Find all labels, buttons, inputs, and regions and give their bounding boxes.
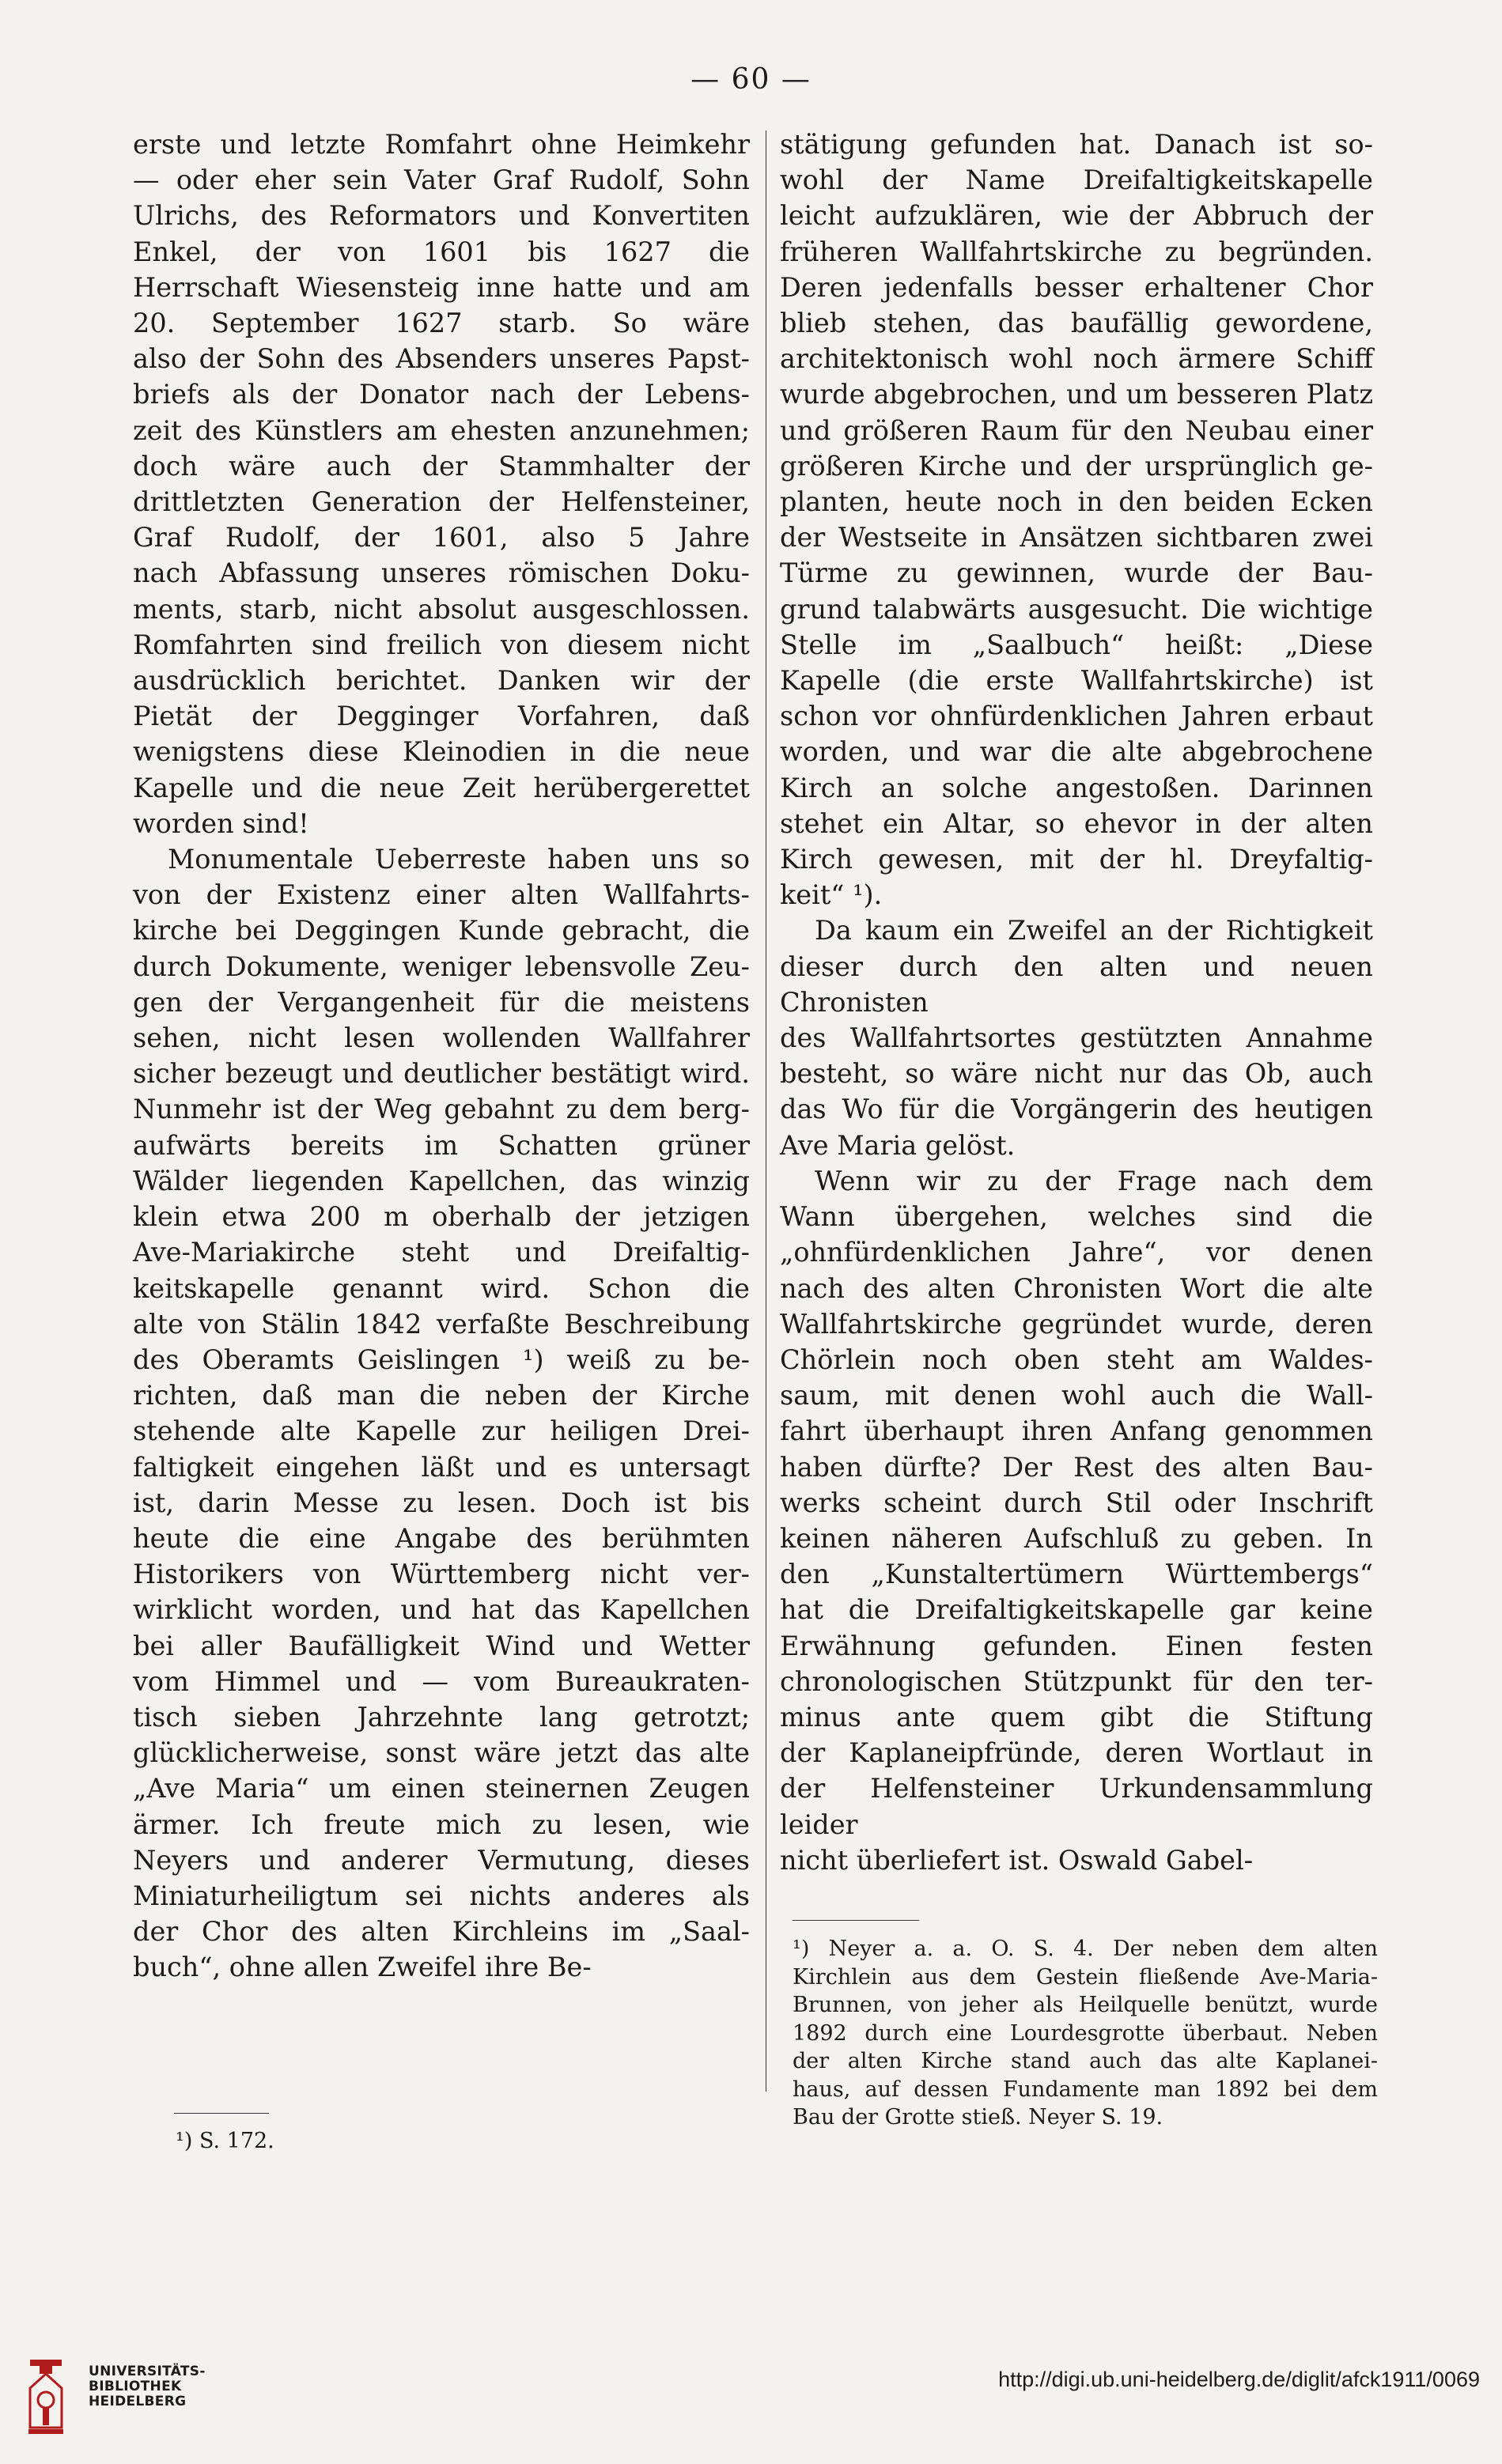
footnote-rule-left	[174, 2113, 269, 2114]
text-line: klein etwa 200 m oberhalb der jetzigen	[133, 1201, 750, 1233]
text-line: durch Dokumente, weniger lebensvolle Zeu-	[133, 950, 750, 982]
text-line: keit“ ¹).	[780, 879, 883, 911]
text-line: hat die Dreifaltigkeitskapelle gar keine	[780, 1594, 1373, 1626]
text-line: Miniaturheiligtum sei nichts anderes als	[133, 1880, 750, 1911]
text-line: Wallfahrtskirche gegründet wurde, deren	[780, 1308, 1373, 1340]
text-line: von der Existenz einer alten Wallfahrts-	[133, 879, 750, 911]
footnote-rule-right	[793, 1920, 919, 1921]
text-line: Wälder liegenden Kapellchen, das winzig	[133, 1165, 750, 1196]
text-line: gen der Vergangenheit für die meistens	[133, 986, 750, 1018]
text-line: drittletzten Generation der Helfensteiner,	[133, 486, 750, 518]
text-line: richten, daß man die neben der Kirche	[133, 1380, 750, 1412]
text-line: wurde abgebrochen, und um besseren Platz	[780, 379, 1373, 410]
text-line: wenigstens diese Kleinodien in die neue	[133, 736, 750, 768]
library-name-line: BIBLIOTHEK	[89, 2379, 182, 2394]
text-line: Ave Maria gelöst.	[780, 1129, 1016, 1161]
text-line: worden, und war die alte abgebrochene	[780, 736, 1373, 768]
text-line: erste und letzte Romfahrt ohne Heimkehr	[133, 129, 750, 160]
text-line: Graf Rudolf, der 1601, also 5 Jahre	[133, 522, 750, 554]
text-line: blieb stehen, das baufällig gewordene,	[780, 308, 1373, 339]
text-line: wirklicht worden, und hat das Kapellchen	[133, 1594, 750, 1626]
footnote-line: ¹) Neyer a. a. O. S. 4. Der neben dem alten	[793, 1937, 1378, 1961]
footer	[0, 2341, 1502, 2464]
text-line: vom Himmel und — vom Bureaukraten-	[133, 1665, 750, 1697]
footnote-left-text: ¹) S. 172.	[176, 2129, 274, 2153]
text-line: faltigkeit eingehen läßt und es untersagt	[133, 1451, 750, 1483]
footnote-line: haus, auf dessen Fundamente man 1892 bei dem	[793, 2077, 1378, 2102]
text-line: stehet ein Altar, so ehevor in der alten	[780, 807, 1373, 839]
text-line: nach des alten Chronisten Wort die alte	[780, 1272, 1373, 1304]
text-line: der Chor des alten Kirchleins im „Saal-	[133, 1916, 750, 1948]
text-line: grund talabwärts ausgesucht. Die wichtige	[780, 593, 1373, 625]
text-line: Ave-Mariakirche steht und Dreifaltig-	[133, 1237, 750, 1268]
footnote-line: der alten Kirche stand auch das alte Kaplanei-	[793, 2049, 1378, 2073]
text-line: größeren Kirche und der ursprünglich ge-	[780, 450, 1373, 482]
text-line: keitskapelle genannt wird. Schon die	[133, 1272, 750, 1304]
text-line: minus ante quem gibt die Stiftung	[780, 1701, 1373, 1733]
text-line: saum, mit denen wohl auch die Wall-	[780, 1380, 1373, 1412]
library-name-line: UNIVERSITÄTS-	[89, 2364, 206, 2379]
text-line: besteht, so wäre nicht nur das Ob, auch	[780, 1058, 1373, 1090]
library-name-line: HEIDELBERG	[89, 2394, 187, 2409]
text-line: tisch sieben Jahrzehnte lang getrotzt;	[133, 1701, 750, 1733]
university-seal-icon	[22, 2356, 70, 2443]
footnote-line: Bau der Grotte stieß. Neyer S. 19.	[793, 2105, 1163, 2130]
text-line: Wenn wir zu der Frage nach dem	[815, 1165, 1373, 1196]
footnote-left	[176, 2127, 729, 2156]
text-line: kirche bei Deggingen Kunde gebracht, die	[133, 915, 750, 947]
text-line: Stelle im „Saalbuch“ heißt: „Diese	[780, 629, 1373, 660]
text-line: Monumentale Ueberreste haben uns so	[168, 844, 750, 875]
text-line: stehende alte Kapelle zur heiligen Drei-	[133, 1415, 750, 1447]
text-line: zeit des Künstlers am ehesten anzunehmen;	[133, 414, 750, 446]
text-line: chronologischen Stützpunkt für den ter-	[780, 1665, 1373, 1697]
text-line: Historikers von Württemberg nicht ver-	[133, 1559, 750, 1590]
text-line: wohl der Name Dreifaltigkeitskapelle	[780, 164, 1373, 196]
text-line: haben dürfte? Der Rest des alten Bau-	[780, 1451, 1373, 1483]
text-line: Kirch an solche angestoßen. Darinnen	[780, 772, 1373, 803]
text-line: also der Sohn des Absenders unseres Papst-	[133, 343, 750, 375]
text-line: buch“, ohne allen Zweifel ihre Be-	[133, 1952, 592, 1983]
left-column	[133, 127, 750, 1986]
text-line: „ohnfürdenklichen Jahre“, vor denen	[780, 1237, 1373, 1268]
text-line: worden sind!	[133, 807, 309, 839]
text-line: Deren jedenfalls besser erhaltener Chor	[780, 271, 1373, 303]
footnote-right	[793, 1935, 1378, 2132]
text-line: doch wäre auch der Stammhalter der	[133, 450, 750, 482]
text-line: sicher bezeugt und deutlicher bestätigt wird.	[133, 1058, 750, 1090]
text-line: nicht überliefert ist. Oswald Gabel-	[780, 1844, 1254, 1876]
text-line: des Wallfahrtsortes gestützten Annahme	[780, 1022, 1373, 1054]
text-line: Kirch gewesen, mit der hl. Dreyfaltig-	[780, 844, 1373, 875]
text-line: Kapelle (die erste Wallfahrtskirche) ist	[780, 665, 1373, 697]
text-line: Neyers und anderer Vermutung, dieses	[133, 1844, 750, 1876]
library-name	[89, 2364, 206, 2409]
text-line: Da kaum ein Zweifel an der Richtigkeit	[815, 915, 1373, 947]
text-line: ärmer. Ich freute mich zu lesen, wie	[133, 1808, 750, 1840]
text-line: ist, darin Messe zu lesen. Doch ist bis	[133, 1487, 750, 1518]
text-line: 20. September 1627 starb. So wäre	[133, 308, 750, 339]
source-url-link[interactable]: http://digi.ub.uni-heidelberg.de/diglit/afck1911/0069	[998, 2368, 1480, 2391]
text-line: „Ave Maria“ um einen steinernen Zeugen	[133, 1773, 750, 1805]
text-line: Nunmehr ist der Weg gebahnt zu dem berg-	[133, 1094, 750, 1125]
text-line: den „Kunstaltertümern Württembergs“	[780, 1559, 1373, 1590]
text-line: Herrschaft Wiesensteig inne hatte und am	[133, 271, 750, 303]
text-line: ausdrücklich berichtet. Danken wir der	[133, 665, 750, 697]
text-line: und größeren Raum für den Neubau einer	[780, 414, 1373, 446]
text-line: werks scheint durch Stil oder Inschrift	[780, 1487, 1373, 1518]
text-line: des Oberamts Geislingen ¹) weiß zu be-	[133, 1343, 750, 1375]
text-line: aufwärts bereits im Schatten grüner	[133, 1129, 750, 1161]
page-number: — 60 —	[690, 63, 812, 96]
text-line: das Wo für die Vorgängerin des heutigen	[780, 1094, 1373, 1125]
text-line: briefs als der Donator nach der Lebens-	[133, 379, 750, 410]
text-line: Chörlein noch oben steht am Waldes-	[780, 1343, 1373, 1375]
text-line: Kapelle und die neue Zeit herübergerettet	[133, 772, 750, 803]
text-line: leicht aufzuklären, wie der Abbruch der	[780, 200, 1373, 232]
footnote-line: Kirchlein aus dem Gestein fließende Ave-Maria-	[793, 1964, 1378, 1990]
text-line: — oder eher sein Vater Graf Rudolf, Sohn	[133, 164, 750, 196]
text-line: der Helfensteiner Urkundensammlung leider	[780, 1773, 1373, 1840]
text-line: Pietät der Degginger Vorfahren, daß	[133, 701, 750, 732]
text-line: der Kaplaneipfründe, deren Wortlaut in	[780, 1737, 1373, 1769]
text-line: Wann übergehen, welches sind die	[780, 1201, 1373, 1233]
text-line: stätigung gefunden hat. Danach ist so-	[780, 129, 1373, 160]
footnote-line: Brunnen, von jeher als Heilquelle benützt, wurde	[793, 1993, 1378, 2017]
text-line: architektonisch wohl noch ärmere Schiff	[780, 343, 1373, 375]
right-column	[780, 127, 1373, 1878]
text-line: glücklicherweise, sonst wäre jetzt das alte	[133, 1737, 750, 1769]
text-line: Türme zu gewinnen, wurde der Bau-	[780, 557, 1373, 589]
text-line: Romfahrten sind freilich von diesem nicht	[133, 629, 750, 660]
text-line: planten, heute noch in den beiden Ecken	[780, 486, 1373, 518]
text-line: früheren Wallfahrtskirche zu begründen.	[780, 236, 1373, 267]
text-line: fahrt überhaupt ihren Anfang genommen	[780, 1415, 1373, 1447]
text-line: Erwähnung gefunden. Einen festen	[780, 1630, 1373, 1661]
text-line: bei aller Baufälligkeit Wind und Wetter	[133, 1630, 750, 1661]
text-line: nach Abfassung unseres römischen Doku-	[133, 557, 750, 589]
text-line: Enkel, der von 1601 bis 1627 die	[133, 236, 750, 267]
text-line: sehen, nicht lesen wollenden Wallfahrer	[133, 1022, 750, 1054]
text-line: keinen näheren Aufschluß zu geben. In	[780, 1522, 1373, 1554]
text-line: der Westseite in Ansätzen sichtbaren zwei	[780, 522, 1373, 554]
text-line: dieser durch den alten und neuen Chronisten	[780, 950, 1373, 1018]
text-line: alte von Stälin 1842 verfaßte Beschreibung	[133, 1308, 750, 1340]
text-line: schon vor ohnfürdenklichen Jahren erbaut	[780, 701, 1373, 732]
text-line: Ulrichs, des Reformators und Konvertiten	[133, 200, 750, 232]
text-line: heute die eine Angabe des berühmten	[133, 1522, 750, 1554]
text-line: ments, starb, nicht absolut ausgeschlossen.	[133, 593, 750, 625]
footnote-line: 1892 durch eine Lourdesgrotte überbaut. Neben	[793, 2020, 1378, 2046]
